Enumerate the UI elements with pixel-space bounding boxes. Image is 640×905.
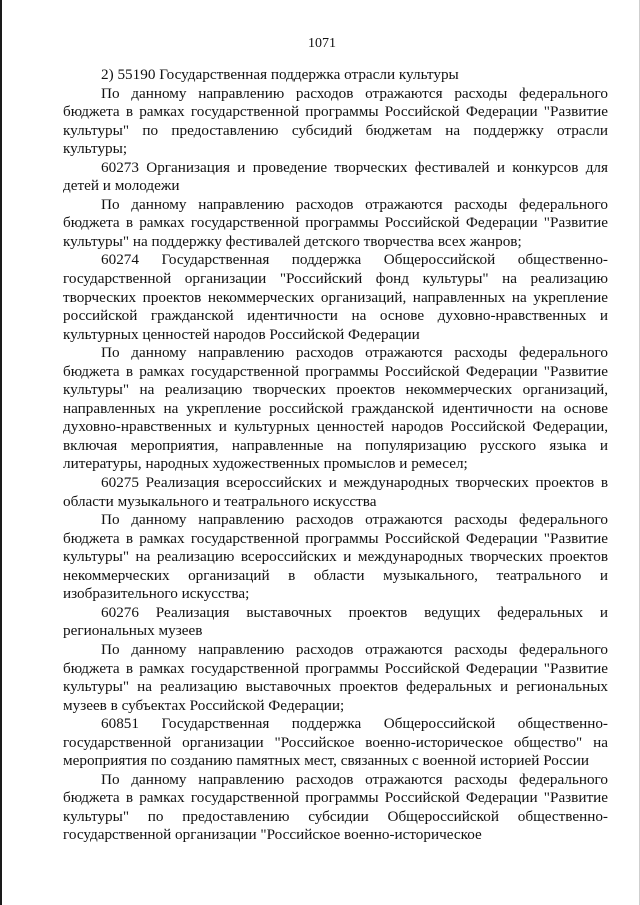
- section-heading: 60273 Организация и проведение творческих фестивалей и конкурсов для детей и молодежи: [63, 158, 608, 195]
- section-heading: 60275 Реализация всероссийских и международных творческих проектов в области музыкального и театрального искусства: [63, 474, 608, 510]
- section-heading: 60274 Государственная поддержка Общероссийской общественно-государственной организации "Российский фонд культуры" на реализацию творческих проектов некоммерческих организаций, направленных на укрепление российской гражданской идентичности на основе духовно-нравственных и культурных ценностей народов Российской Федерации: [63, 251, 608, 343]
- section-heading: 60851 Государственная поддержка Общероссийской общественно-государственной организации "Российское военно-историческое общество" на мероприятия по созданию памятных мест, связанных с военной историей России: [63, 715, 608, 770]
- body-paragraph: По данному направлению расходов отражаются расходы федерального бюджета в рамках государственной программы Российской Федерации "Развитие культуры" по предоставлению субсидии Общероссийской общественно-государственной организации "Российское военно-историческое: [63, 770, 608, 844]
- document-body: [63, 66, 608, 845]
- page-number: 1071: [308, 36, 336, 51]
- body-paragraph: По данному направлению расходов отражаются расходы федерального бюджета в рамках государственной программы Российской Федерации "Развитие культуры" на реализацию творческих проектов некоммерческих организаций, направленных на укрепление российской гражданской идентичности на основе духовно-нравственных и культурных ценностей народов Российской Федерации, включая мероприятия, направленные на популяризацию русского языка и литературы, народных художественных промыслов и ремесел;: [63, 344, 608, 473]
- body-paragraph: По данному направлению расходов отражаются расходы федерального бюджета в рамках государственной программы Российской Федерации "Развитие культуры" на реализацию всероссийских и международных творческих проектов некоммерческих организаций в области музыкального, театрального и изобразительного искусства;: [63, 511, 608, 603]
- body-paragraph: По данному направлению расходов отражаются расходы федерального бюджета в рамках государственной программы Российской Федерации "Развитие культуры" на поддержку фестивалей детского творчества всех жанров;: [63, 195, 608, 250]
- body-paragraph: По данному направлению расходов отражаются расходы федерального бюджета в рамках государственной программы Российской Федерации "Развитие культуры" на реализацию выставочных проектов федеральных и региональных музеев в субъектах Российской Федерации;: [63, 640, 608, 714]
- section-heading: 2) 55190 Государственная поддержка отрасли культуры: [101, 66, 459, 83]
- body-paragraph: По данному направлению расходов отражаются расходы федерального бюджета в рамках государственной программы Российской Федерации "Развитие культуры" по предоставлению субсидий бюджетам на поддержку отрасли культуры;: [63, 84, 608, 158]
- section-heading: 60276 Реализация выставочных проектов ведущих федеральных и региональных музеев: [63, 603, 608, 640]
